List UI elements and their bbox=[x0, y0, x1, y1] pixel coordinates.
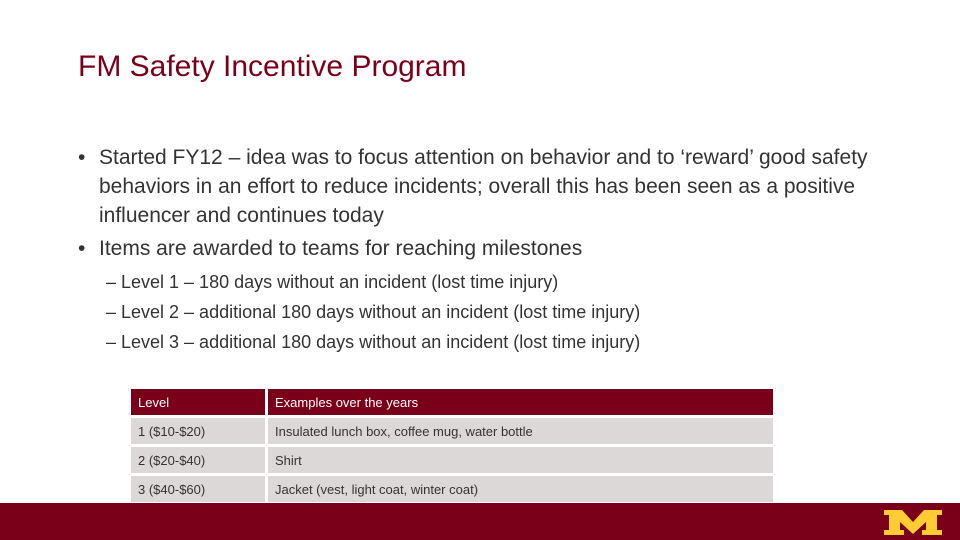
sub-bullet-item bbox=[78, 327, 898, 357]
bullet-text: Started FY12 – idea was to focus attention on behavior and to ‘reward’ good safety behaviors in an effort to reduce incidents; overall this has been seen as a positive influencer and continues today bbox=[99, 146, 868, 227]
bullet-marker: • bbox=[78, 146, 86, 169]
bullet-item bbox=[78, 143, 898, 230]
table-row bbox=[131, 418, 773, 444]
table-cell-level: 2 ($20-$40) bbox=[131, 447, 268, 473]
header-cell-level: Level bbox=[131, 389, 268, 415]
bullet-item bbox=[78, 234, 898, 263]
rewards-table bbox=[131, 386, 773, 505]
table-cell-examples: Insulated lunch box, coffee mug, water bottle bbox=[268, 418, 773, 444]
sub-bullet-text: Level 3 – additional 180 days without an incident (lost time injury) bbox=[121, 332, 641, 352]
table-cell-level: 3 ($40-$60) bbox=[131, 476, 268, 502]
slide-title: FM Safety Incentive Program bbox=[78, 50, 467, 83]
sub-bullet-marker: – bbox=[106, 332, 117, 352]
footer-bar bbox=[0, 503, 960, 540]
table-row bbox=[131, 476, 773, 502]
table-header-row bbox=[131, 389, 773, 415]
table-cell-examples: Jacket (vest, light coat, winter coat) bbox=[268, 476, 773, 502]
bullet-list bbox=[78, 143, 898, 357]
table-cell-examples: Shirt bbox=[268, 447, 773, 473]
header-cell-examples: Examples over the years bbox=[268, 389, 773, 415]
block-m-icon bbox=[884, 510, 942, 535]
table-row bbox=[131, 447, 773, 473]
sub-bullet-marker: – bbox=[106, 272, 117, 292]
sub-bullet-item bbox=[78, 297, 898, 327]
sub-bullet-text: Level 1 – 180 days without an incident (lost time injury) bbox=[121, 272, 559, 292]
sub-bullet-text: Level 2 – additional 180 days without an incident (lost time injury) bbox=[121, 302, 641, 322]
table-cell-level: 1 ($10-$20) bbox=[131, 418, 268, 444]
sub-bullet-item bbox=[78, 267, 898, 297]
bullet-text: Items are awarded to teams for reaching milestones bbox=[99, 237, 583, 260]
sub-bullet-marker: – bbox=[106, 302, 117, 322]
bullet-marker: • bbox=[78, 237, 86, 260]
